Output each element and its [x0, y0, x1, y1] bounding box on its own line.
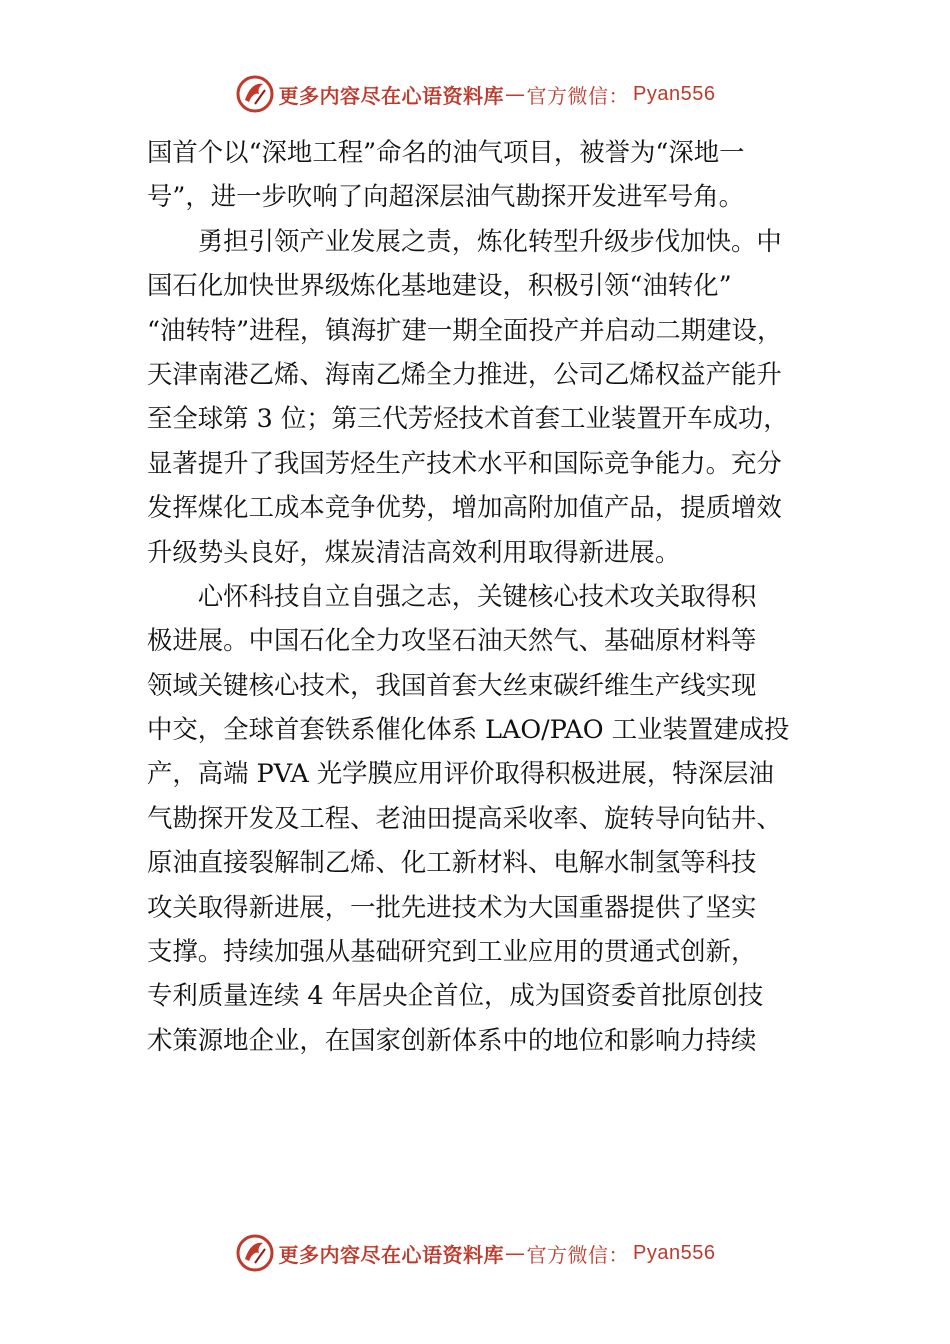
- text-line: 天津南港乙烯、海南乙烯全力推进，公司乙烯权益产能升: [147, 358, 782, 389]
- paragraph-2: [147, 219, 837, 574]
- header-watermark: [0, 74, 950, 114]
- watermark-label: 官方微信：: [526, 83, 630, 108]
- text-line: 至全球第 3 位；第三代芳烃技术首套工业装置开车成功，: [147, 403, 789, 434]
- text-line: 号”，进一步吹响了向超深层油气勘探开发进军号角。: [147, 181, 744, 212]
- red-seal-logo-icon: [235, 1233, 275, 1273]
- watermark-dash: —: [505, 1241, 526, 1265]
- watermark-dash: —: [505, 82, 526, 106]
- text-line: 中交，全球首套铁系催化体系 LAO/PAO 工业装置建成投: [147, 714, 790, 745]
- text-line: 国石化加快世界级炼化基地建设，积极引领“油转化”: [147, 270, 732, 301]
- red-seal-logo-icon: [235, 74, 275, 114]
- paragraph-3: [147, 574, 837, 1062]
- watermark-brand: 更多内容尽在心语资料库: [278, 1242, 505, 1267]
- text-line: 升级势头良好，煤炭清洁高效利用取得新进展。: [147, 536, 681, 567]
- text-line: 专利质量连续 4 年居央企首位，成为国资委首批原创技: [147, 980, 764, 1011]
- text-line: 心怀科技自立自强之志，关键核心技术攻关取得积: [147, 580, 757, 611]
- text-line: 发挥煤化工成本竞争优势，增加高附加值产品，提质增效: [147, 492, 782, 523]
- text-line: 显著提升了我国芳烃生产技术水平和国际竞争能力。充分: [147, 447, 782, 478]
- text-line: 攻关取得新进展，一批先进技术为大国重器提供了坚实: [147, 891, 757, 922]
- text-line: 国首个以“深地工程”命名的油气项目，被誉为“深地一: [147, 137, 745, 167]
- watermark-wechat-id: Pyan556: [633, 82, 716, 105]
- watermark-brand: 更多内容尽在心语资料库: [278, 83, 505, 108]
- text-line: 原油直接裂解制乙烯、化工新材料、电解水制氢等科技: [147, 847, 757, 878]
- text-line: 产，高端 PVA 光学膜应用评价取得积极进展，特深层油: [147, 758, 774, 789]
- text-line: 气勘探开发及工程、老油田提高采收率、旋转导向钻井、: [147, 802, 782, 833]
- watermark-wechat-id: Pyan556: [633, 1241, 716, 1264]
- text-line: 极进展。中国石化全力攻坚石油天然气、基础原材料等: [147, 625, 757, 656]
- text-line: “油转特”进程，镇海扩建一期全面投产并启动二期建设，: [147, 314, 783, 345]
- text-line: 术策源地企业，在国家创新体系中的地位和影响力持续: [147, 1024, 757, 1055]
- text-line: 支撑。持续加强从基础研究到工业应用的贯通式创新，: [147, 936, 757, 967]
- document-body: [147, 130, 837, 1062]
- paragraph-1: [147, 130, 837, 219]
- watermark-label: 官方微信：: [526, 1242, 630, 1267]
- text-line: 勇担引领产业发展之责，炼化转型升级步伐加快。中: [147, 225, 782, 256]
- text-line: 领域关键核心技术，我国首套大丝束碳纤维生产线实现: [147, 669, 757, 700]
- footer-watermark: [0, 1233, 950, 1273]
